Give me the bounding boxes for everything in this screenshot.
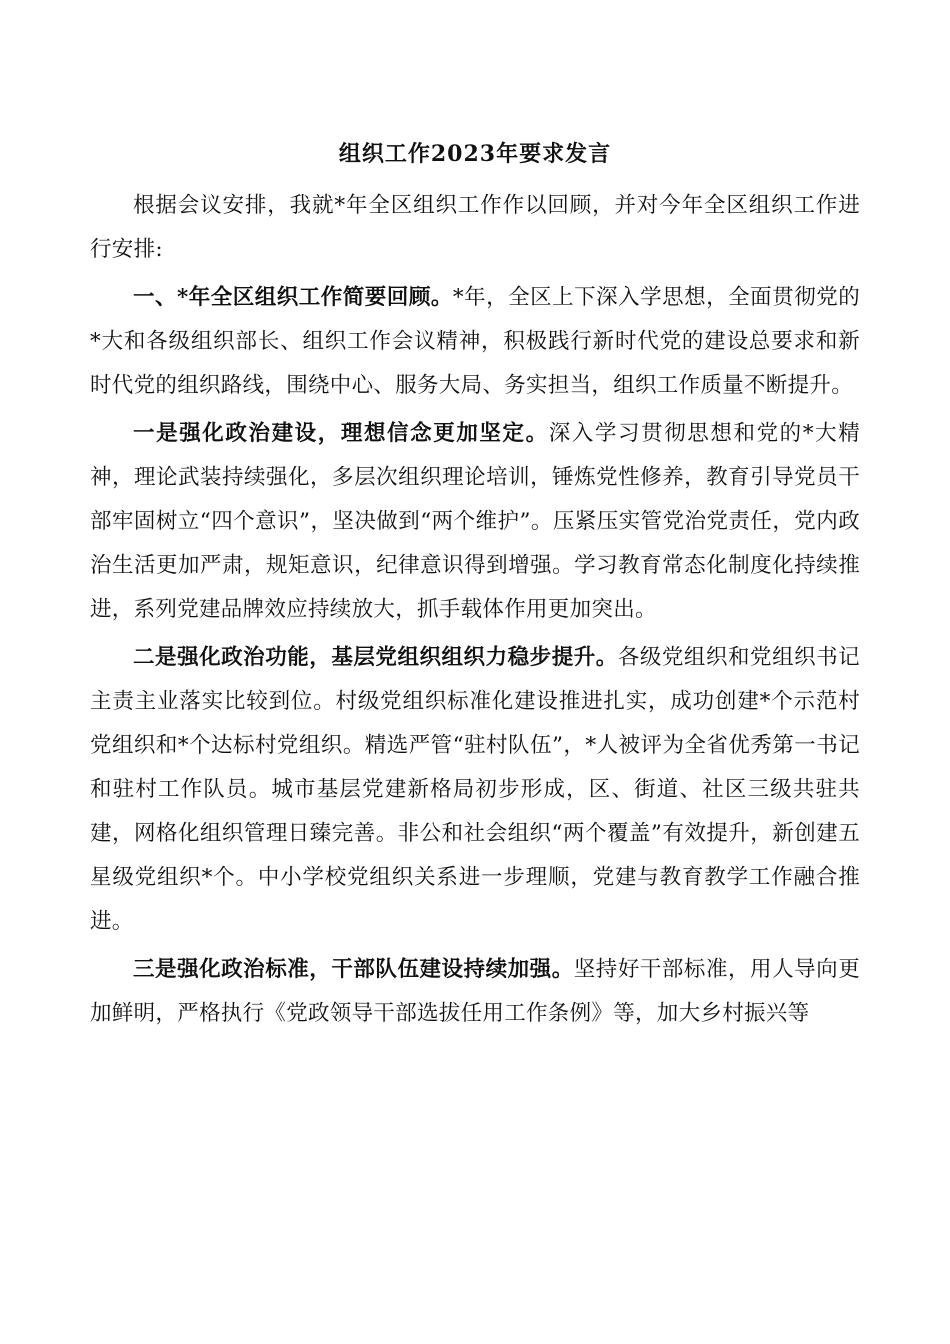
paragraph-text: 深入学习贯彻思想和党的*大精神，理论武装持续强化，多层次组织理论培训，锤炼党性修养，教育引导党员干部牢固树立“四个意识”，坚决做到“两个维护”。压紧压实管党治党责任，党内政治生活更加严肃，规矩意识，纪律意识得到增强。学习教育常态化制度化持续推进，系列党建品牌效应持续放大，抓手载体作用更加突出。 [90, 421, 861, 622]
paragraph-point-one [90, 412, 860, 632]
paragraph-point-three [90, 948, 860, 1036]
paragraph-text: *年，全区上下深入学思想，全面贯彻党的*大和各级组织部长、组织工作会议精神，积极践行新时代党的建设总要求和新时代党的组织路线，围绕中心、服务大局、务实担当，组织工作质量不断提升。 [90, 285, 861, 398]
paragraph-text: 各级党组织和党组织书记主责主业落实比较到位。村级党组织标准化建设推进扎实，成功创建*个示范村党组织和*个达标村党组织。精选严管“驻村队伍”，*人被评为全省优秀第一书记和驻村工作队员。城市基层党建新格局初步形成，区、街道、社区三级共驻共建，网格化组织管理日臻完善。非公和社会组织“两个覆盖”有效提升，新创建五星级党组织*个。中小学校党组织关系进一步理顺，党建与教育教学工作融合推进。 [90, 645, 860, 934]
paragraph-text: 坚持好干部标准，用人导向更加鲜明，严格执行《党政领导干部选拔任用工作条例》等，加大乡村振兴等 [90, 957, 860, 1026]
paragraph-section-one [90, 276, 860, 408]
paragraph-intro [90, 184, 860, 272]
paragraph-lead: 二是强化政治功能，基层党组织组织力稳步提升。 [133, 645, 618, 670]
document-title: 组织工作2023年要求发言 [338, 141, 612, 167]
paragraph-point-two [90, 636, 860, 944]
paragraph-text: 根据会议安排，我就*年全区组织工作作以回顾，并对今年全区组织工作进行安排: [90, 193, 860, 262]
paragraph-lead: 三是强化政治标准，干部队伍建设持续加强。 [133, 957, 574, 982]
paragraph-lead: 一、*年全区组织工作简要回顾。 [133, 285, 453, 310]
document-body [90, 184, 860, 1040]
paragraph-lead: 一是强化政治建设，理想信念更加坚定。 [133, 421, 549, 446]
